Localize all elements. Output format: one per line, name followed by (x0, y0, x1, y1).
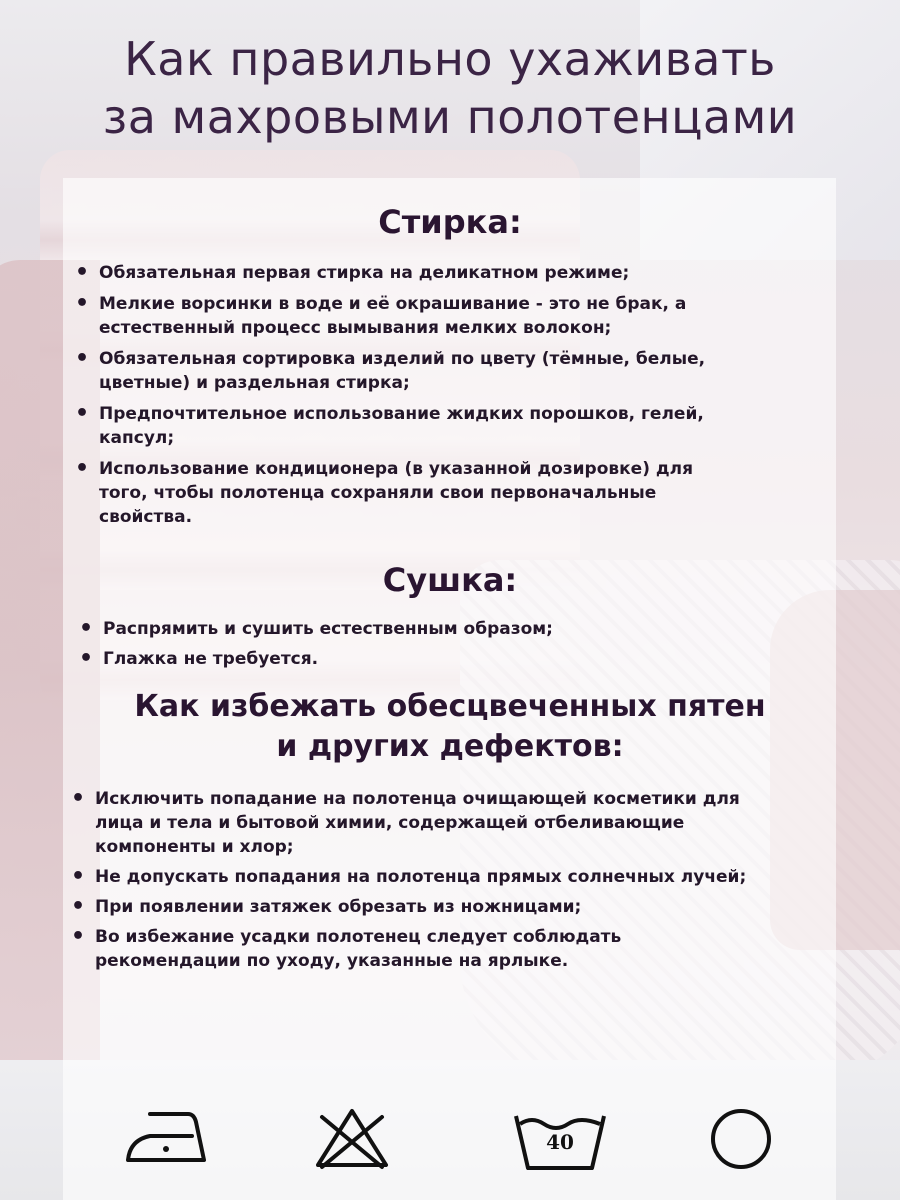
wash-temperature-label: 40 (546, 1130, 574, 1154)
list-item-text: • Предпочтительное использование жидких порошков, гелей, (99, 404, 704, 424)
list-item (75, 347, 815, 395)
list-item-text: • При появлении затяжек обрезать из ножницами; (95, 897, 582, 917)
list-item-text: • Исключить попадание на полотенца очищающей косметики для (95, 789, 740, 809)
list-item (71, 865, 841, 889)
page-title-line-1: Как правильно ухаживать (124, 32, 776, 86)
washing-list (75, 261, 815, 536)
list-item (79, 647, 779, 671)
iron-one-dot-icon (120, 1100, 210, 1170)
list-item (75, 292, 815, 340)
washing-heading: Стирка: (378, 203, 522, 241)
drying-heading: Сушка: (382, 561, 518, 599)
avoid-defects-heading-line-2: и других дефектов: (276, 729, 624, 764)
list-item (75, 261, 815, 285)
avoid-defects-list (71, 787, 841, 979)
list-item-text: • Во избежание усадки полотенец следует соблюдать (95, 927, 622, 947)
page-title (0, 30, 900, 146)
list-item-text: цветные) и раздельная стирка; (99, 373, 410, 393)
list-item-text: капсул; (99, 428, 175, 448)
list-item (79, 617, 779, 641)
list-item-text: компоненты и хлор; (95, 837, 294, 857)
do-not-bleach-icon (312, 1105, 392, 1171)
list-item-text: рекомендации по уходу, указанные на ярлыке. (95, 951, 569, 971)
list-item-text: • Глажка не требуется. (103, 649, 319, 669)
list-item-text: • Мелкие ворсинки в воде и её окрашивание - это не брак, а (99, 294, 687, 314)
list-item (75, 457, 815, 529)
tumble-dry-circle-icon (706, 1106, 776, 1176)
list-item-text: естественный процесс вымывания мелких волокон; (99, 318, 612, 338)
list-item-text: • Не допускать попадания на полотенца прямых солнечных лучей; (95, 867, 747, 887)
list-item (75, 402, 815, 450)
list-item (71, 787, 841, 859)
avoid-defects-heading (0, 687, 900, 767)
list-item (71, 925, 841, 973)
care-symbols-row (0, 1100, 900, 1180)
list-item-text: того, чтобы полотенца сохраняли свои первоначальные (99, 483, 657, 503)
list-item-text: свойства. (99, 507, 193, 527)
page-title-line-2: за махровыми полотенцами (102, 90, 798, 144)
wash-40-icon (510, 1108, 610, 1174)
drying-list (79, 617, 779, 677)
list-item (71, 895, 841, 919)
list-item-text: лица и тела и бытовой химии, содержащей отбеливающие (95, 813, 685, 833)
avoid-defects-heading-line-1: Как избежать обесцвеченных пятен (134, 689, 766, 724)
list-item-text: • Использование кондиционера (в указанной дозировке) для (99, 459, 693, 479)
list-item-text: • Обязательная первая стирка на деликатном режиме; (99, 263, 630, 283)
list-item-text: • Обязательная сортировка изделий по цвету (тёмные, белые, (99, 349, 706, 369)
list-item-text: • Распрямить и сушить естественным образом; (103, 619, 553, 639)
